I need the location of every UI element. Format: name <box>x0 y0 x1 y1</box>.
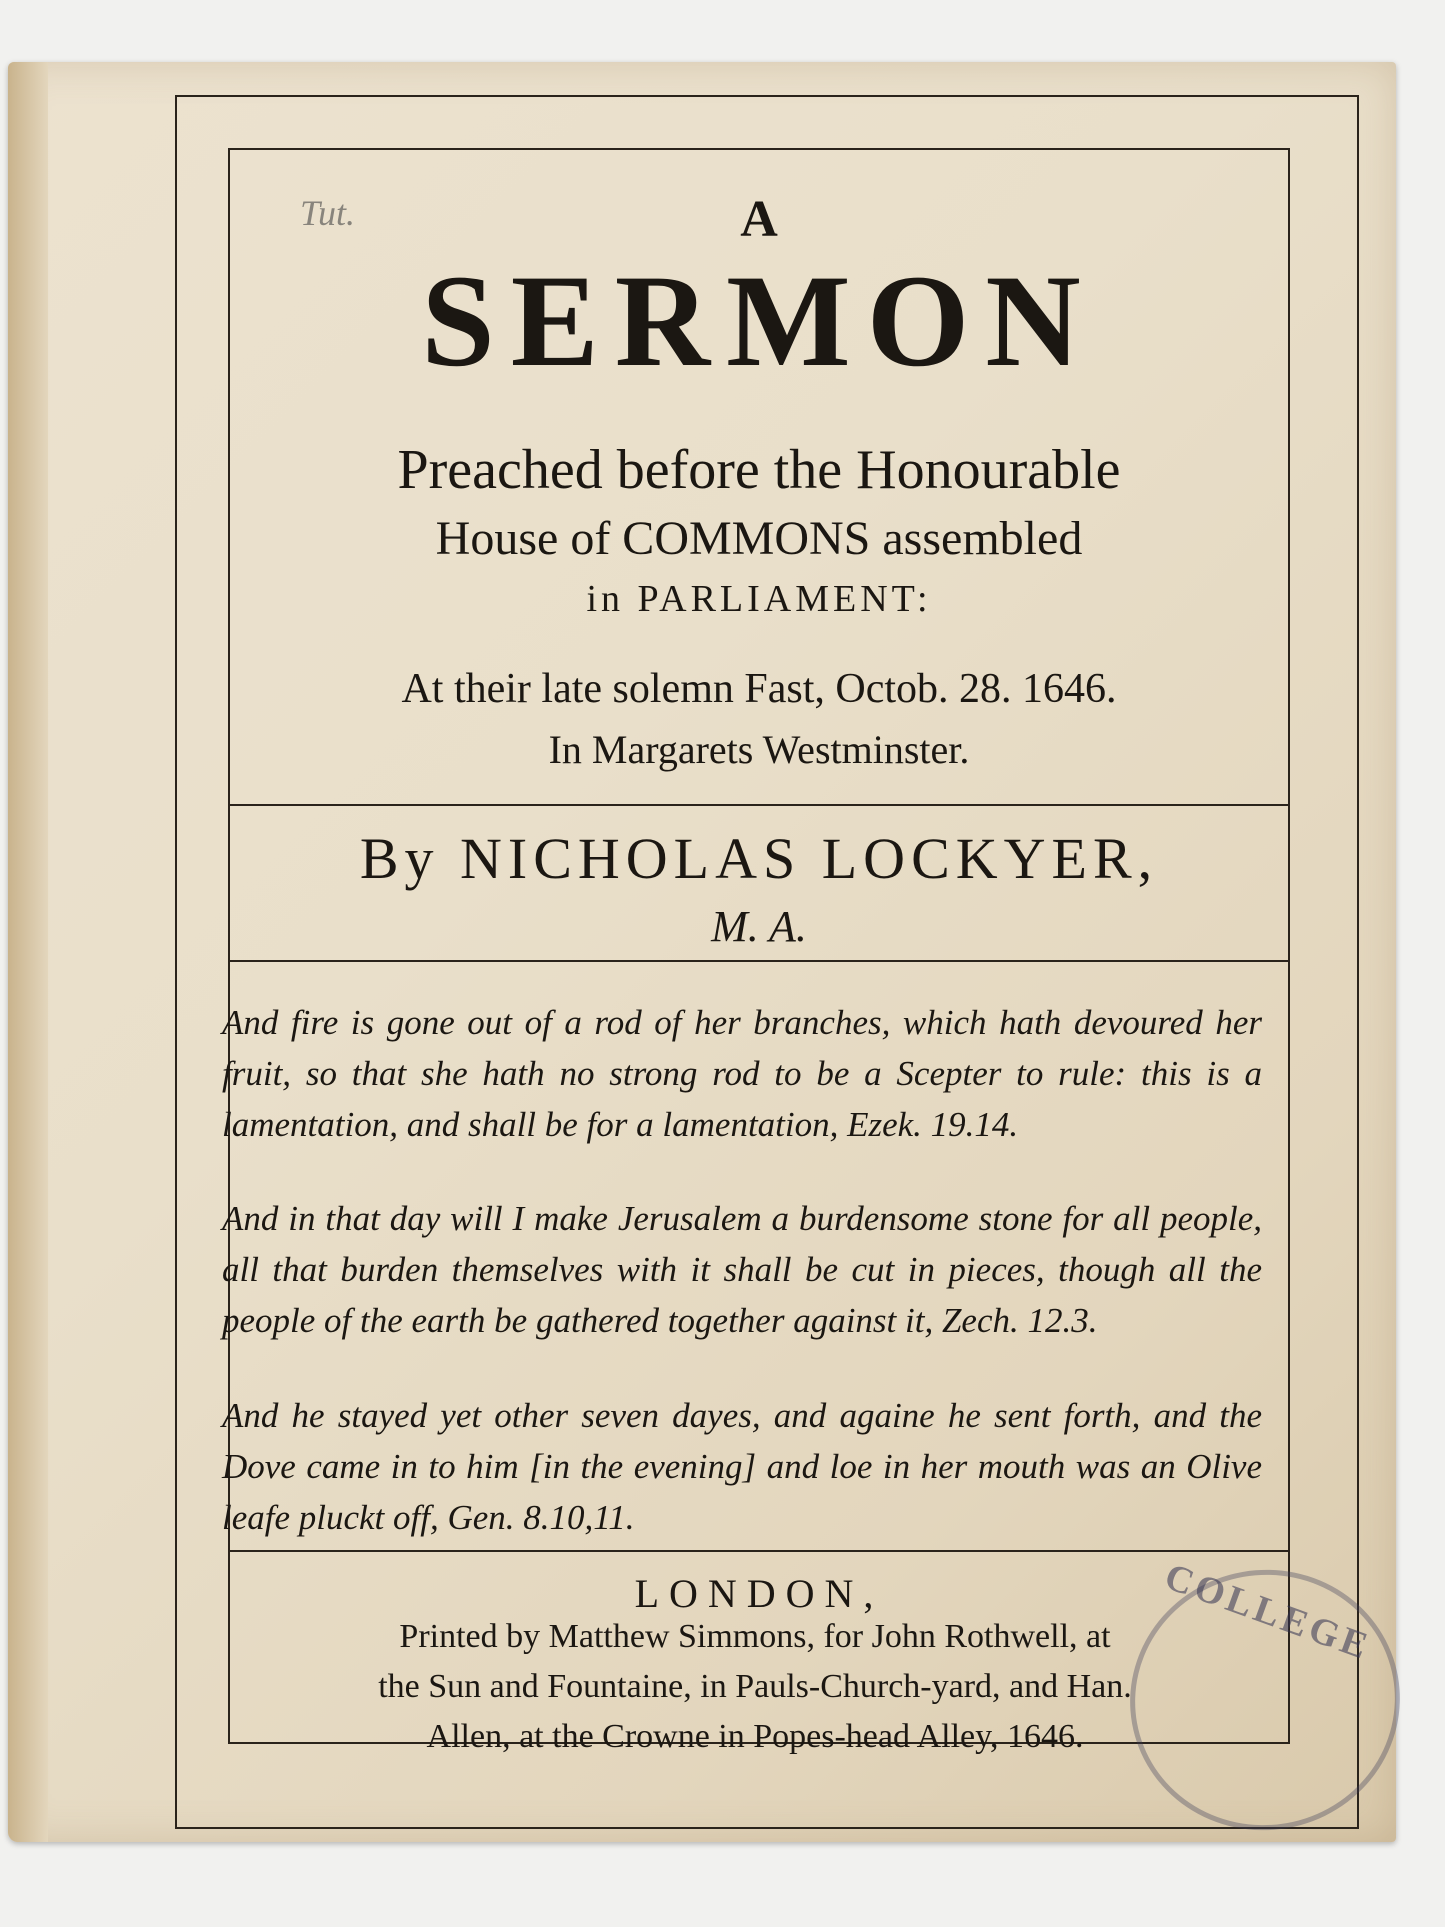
divider-1 <box>228 804 1290 806</box>
imprint-line-2: the Sun and Fountaine, in Pauls-Church-yard, and Han. <box>378 1668 1132 1705</box>
pencil-annotation: Tut. <box>300 193 356 233</box>
epigraph-genesis: And he stayed yet other seven dayes, and againe he sent forth, and the Dove came in to him [in the evening] and loe in her mouth was an Olive leafe pluckt off, Gen. 8.10,11. <box>222 1396 1262 1537</box>
page-title: SERMON <box>421 247 1097 394</box>
subtitle-parliament: in PARLIAMENT: <box>586 578 932 620</box>
library-stamp-text: COLLEGE <box>1159 1555 1377 1669</box>
divider-2 <box>228 960 1290 962</box>
divider-3 <box>228 1550 1290 1552</box>
author: By NICHOLAS LOCKYER, <box>359 826 1159 891</box>
title-article: A <box>740 191 778 248</box>
imprint-line-3: Allen, at the Crowne in Popes-head Alley, 1646. <box>426 1718 1084 1755</box>
epigraph-ezekiel: And fire is gone out of a rod of her branches, which hath devoured her fruit, so that she hath no strong rod to be a Scepter to rule: this is a lamentation, and shall be for a lamentation, Ezek. 19.14. <box>222 1003 1262 1144</box>
author-degree: M. A. <box>711 902 807 951</box>
page-edge <box>8 62 48 1842</box>
imprint-city: LONDON, <box>634 1571 884 1616</box>
imprint-text <box>255 1612 1255 1762</box>
subtitle-preached: Preached before the Honourable <box>397 439 1121 501</box>
epigraph-zechariah: And in that day will I make Jerusalem a burdensome stone for all people, all that burden themselves with it shall be cut in pieces, though all the people of the earth be gathered together against it, Zech. 12.3. <box>222 1199 1262 1340</box>
fast-date: At their late solemn Fast, Octob. 28. 1646. <box>401 666 1117 712</box>
location: In Margarets Westminster. <box>548 727 970 772</box>
subtitle-house: House of COMMONS assembled <box>435 512 1083 565</box>
imprint-line-1: Printed by Matthew Simmons, for John Rothwell, at <box>399 1618 1111 1655</box>
